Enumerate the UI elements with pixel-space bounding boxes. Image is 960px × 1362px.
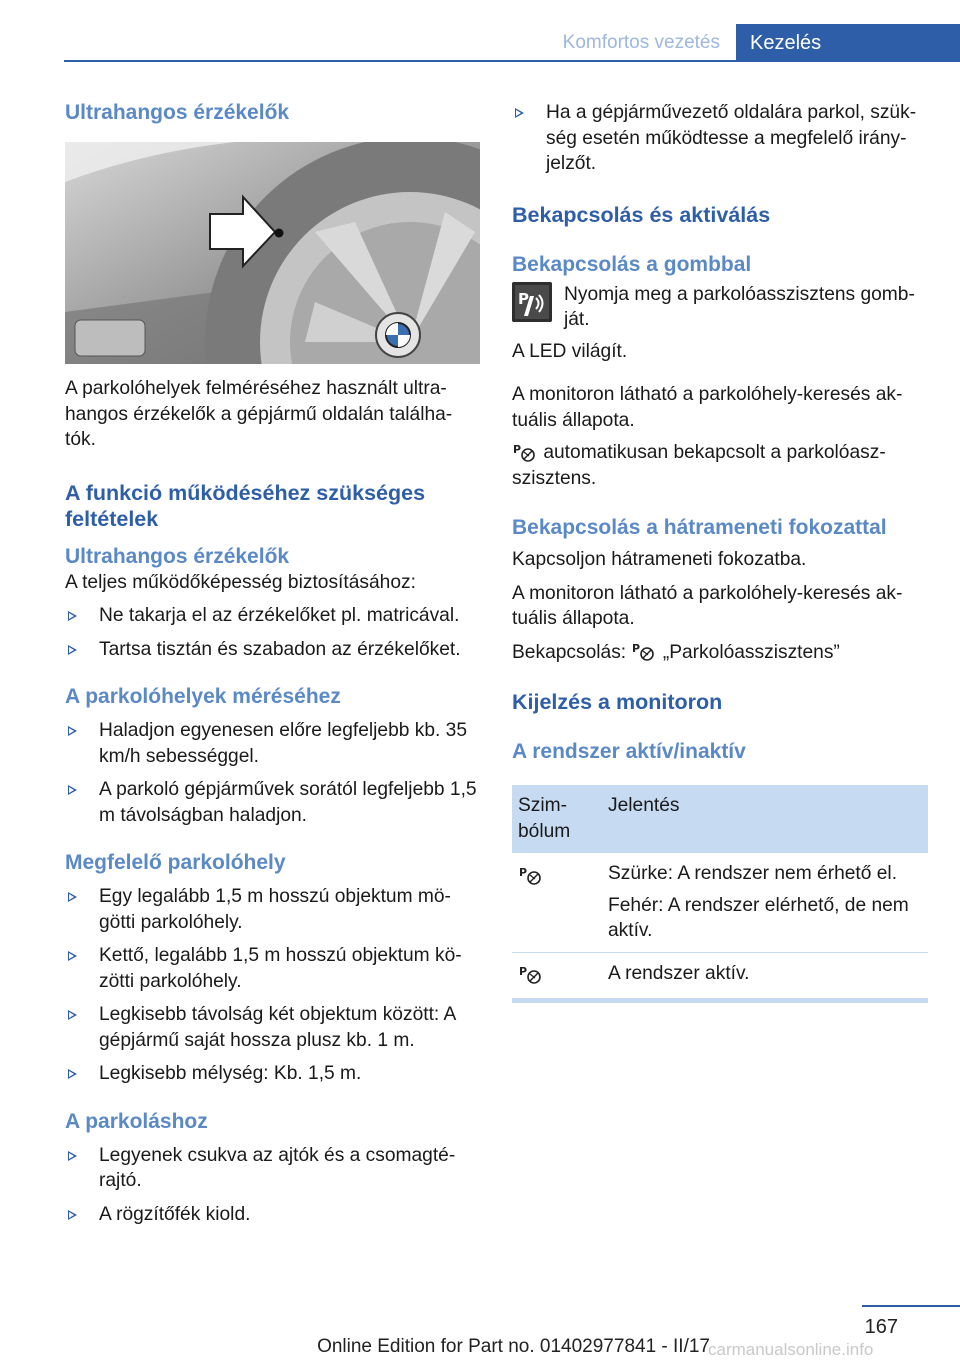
svg-text:P: P <box>518 289 529 308</box>
header-chapter-tab[interactable]: Kezelés <box>736 24 960 62</box>
display-heading: Kijelzés a monitoron <box>512 690 723 714</box>
list-item: Tartsa tisztán és szabadon az érzékelőket. <box>65 637 480 663</box>
svg-text:P: P <box>632 642 641 656</box>
table-header-row <box>512 785 928 853</box>
switch-value: „Parkolóasszisztens” <box>662 641 840 663</box>
meaning-gray: Szürke: A rendszer nem érhető el. <box>608 863 898 884</box>
monitor-status-text-2: A monitoron látható a parkolóhely-keresés ak-tuális állapota. <box>512 582 903 629</box>
measure-heading: A parkolóhelyek méréséhez <box>65 685 341 708</box>
parking-assistant-icon <box>518 865 544 887</box>
switch-label: Bekapcsolás: <box>512 641 627 663</box>
header-section: Komfortos vezetés <box>562 32 720 53</box>
photo-caption: A parkolóhelyek felméréséhez használt ultra-hangos érzékelők a gépjármű oldalán találha-tók. <box>65 378 453 450</box>
button-instruction <box>512 282 928 333</box>
system-heading: A rendszer aktív/inaktív <box>512 740 746 763</box>
parking-assistant-icon <box>631 641 657 663</box>
sensor-location-photo <box>65 142 480 364</box>
list-item: Haladjon egyenesen előre legfeljebb kb. 35 km/h sebességgel. <box>65 718 480 769</box>
reverse-text: Kapcsoljon hátrameneti fokozatba. <box>512 549 807 570</box>
sensors-subheading: Ultrahangos érzékelők <box>65 544 290 568</box>
table-cell-meaning: A rendszer aktív. <box>602 952 928 1001</box>
status-table <box>512 785 928 1003</box>
parking-assistant-icon <box>518 964 544 986</box>
list-item: Kettő, legalább 1,5 m hosszú objektum kö-zötti parkolóhely. <box>65 943 480 994</box>
table-cell-symbol <box>512 853 602 952</box>
left-column <box>65 100 480 1227</box>
page-number: 167 <box>864 1316 898 1338</box>
edition-footer: Online Edition for Part no. 01402977841 - II/17 <box>317 1336 710 1357</box>
list-item: A parkoló gépjárművek sorától legfeljebb 1,5 m távolságban haladjon. <box>65 777 480 828</box>
meaning-white: Fehér: A rendszer elérhető, de nem aktív. <box>608 894 909 941</box>
list-item: Egy legalább 1,5 m hosszú objektum mö-götti parkolóhely. <box>65 884 480 935</box>
table-header-meaning: Jelentés <box>602 785 928 853</box>
activation-heading: Bekapcsolás és aktiválás <box>512 202 771 227</box>
requirements-heading: A funkció működéséhez szükséges feltételek <box>65 480 426 531</box>
parking-assistant-icon <box>512 442 538 464</box>
table-row <box>512 952 928 1001</box>
sensors-title: Ultrahangos érzékelők <box>65 101 290 124</box>
right-column <box>512 100 928 1003</box>
table-row <box>512 853 928 952</box>
header-rule <box>64 60 960 62</box>
table-cell-symbol <box>512 952 602 1001</box>
svg-text:P: P <box>519 965 528 979</box>
button-text: Nyomja meg a parkolóasszisztens gomb-ját. <box>564 283 915 330</box>
monitor-status-text: A monitoron látható a parkolóhely-keresés ak-tuális állapota. <box>512 384 903 431</box>
switch-on-line <box>512 640 928 666</box>
park-heading: A parkoláshoz <box>65 1109 208 1133</box>
watermark: carmanualsonline.info <box>708 1340 874 1359</box>
list-item: Ha a gépjárművezető oldalára parkol, szük-ség esetén működtesse a megfelelő irány-jelzőt. <box>512 100 928 177</box>
list-item: Ne takarja el az érzékelőket pl. matricával. <box>65 603 480 629</box>
auto-activated-text <box>512 440 928 491</box>
reverse-heading: Bekapcsolás a hátrameneti fokozattal <box>512 516 887 539</box>
button-heading: Bekapcsolás a gombbal <box>512 252 752 276</box>
list-item: Legkisebb távolság két objektum között: A gépjármű saját hossza plusz kb. 1 m. <box>65 1002 480 1053</box>
auto-activated-label: automatikusan bekapcsolt a parkolóasz-szisztens. <box>512 442 886 489</box>
sensors-intro: A teljes működőképesség biztosításához: <box>65 571 416 593</box>
spot-heading: Megfelelő parkolóhely <box>65 851 286 874</box>
list-item: Legkisebb mélység: Kb. 1,5 m. <box>65 1061 480 1087</box>
list-item: A rögzítőfék kiold. <box>65 1202 480 1228</box>
parking-assistant-button-icon <box>512 282 552 322</box>
table-header-symbol: Szim-bólum <box>512 785 602 853</box>
table-cell-meaning <box>602 853 928 952</box>
svg-text:P: P <box>513 442 522 456</box>
list-item: Legyenek csukva az ajtók és a csomagté-rajtó. <box>65 1143 480 1194</box>
page-number-rule <box>862 1305 960 1307</box>
svg-text:P: P <box>519 865 528 879</box>
led-text: A LED világít. <box>512 340 628 362</box>
